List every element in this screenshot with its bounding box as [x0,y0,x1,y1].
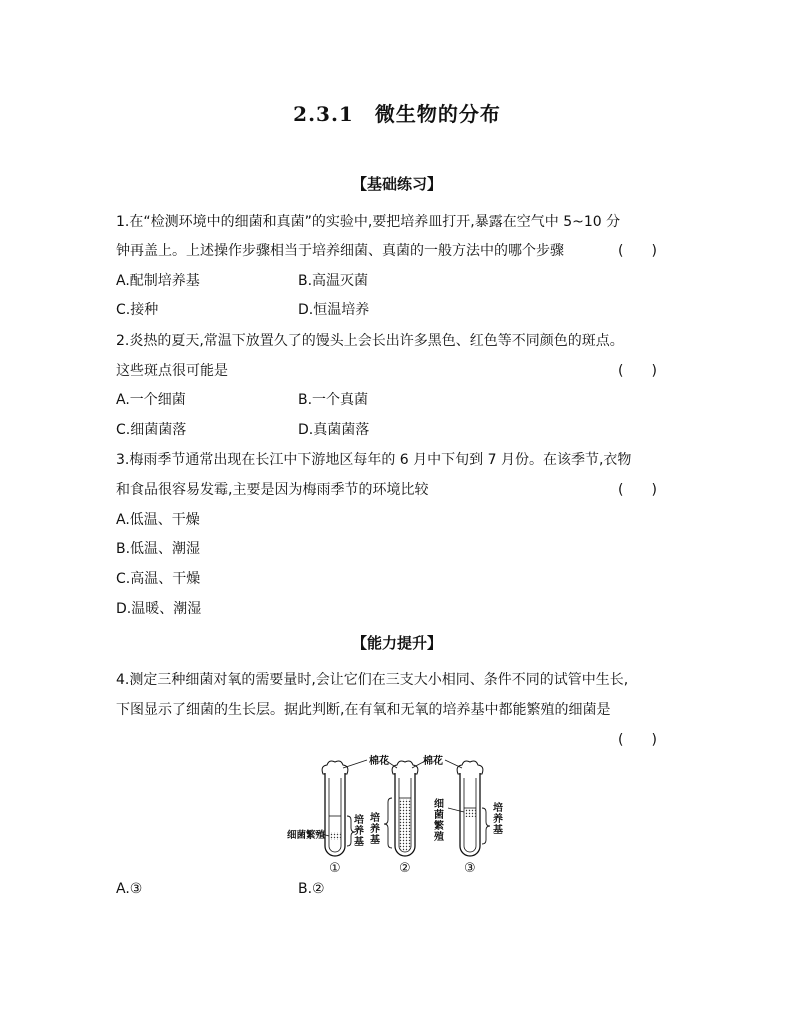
question-2-line-1: 2.炎热的夏天,常温下放置久了的馒头上会长出许多黑色、红色等不同颜色的斑点。 [116,333,624,349]
cotton-label-right: 棉花 [423,756,443,767]
page-title: 2.3.1 微生物的分布 [293,102,501,126]
question-3-option-b: B.低温、潮湿 [116,541,201,557]
medium-label-tube-3: 培养基 [490,802,502,835]
cotton-label-left: 棉花 [369,756,389,767]
question-1-line-1: 1.在“检测环境中的细菌和真菌”的实验中,要把培养皿打开,暴露在空气中 5~10 分 [116,214,621,230]
question-1-answer-paren: ( ) [618,243,657,259]
question-3-line-1: 3.梅雨季节通常出现在长江中下游地区每年的 6 月中下旬到 7 月份。在该季节,衣物 [116,452,632,468]
tube-number-3: ③ [464,861,476,876]
question-4-line-1: 4.测定三种细菌对氧的需要量时,会让它们在三支大小相同、条件不同的试管中生长, [116,672,629,688]
bacteria-growth-2 [400,799,411,852]
question-2-option-b: B.一个真菌 [298,392,369,408]
question-1-option-c: C.接种 [116,302,159,318]
question-3-option-a: A.低温、干燥 [116,512,200,528]
question-3-option-d: D.温暖、潮湿 [116,601,202,617]
question-1-option-d: D.恒温培养 [298,302,370,318]
question-4-option-b: B.② [298,881,325,897]
question-3-answer-paren: ( ) [618,482,657,498]
test-tube-1 [322,761,348,856]
question-3-option-c: C.高温、干燥 [116,571,201,587]
question-2-line-2: 这些斑点很可能是 [116,363,228,379]
medium-label-tube-2: 培养基 [367,812,379,845]
test-tube-3 [457,761,483,856]
question-2-option-a: A.一个细菌 [116,392,186,408]
bacteria-label-tube-1: 细菌繁殖 [287,830,326,841]
question-2-option-d: D.真菌菌落 [298,422,370,438]
bacteria-growth-3 [465,809,476,817]
section-basic-title: 【基础练习】 [351,175,442,193]
section-advanced-title: 【能力提升】 [351,634,442,652]
question-4-line-2: 下图显示了细菌的生长层。据此判断,在有氧和无氧的培养基中都能繁殖的细菌是 [116,702,611,718]
test-tube-2 [392,761,418,856]
question-3-line-2: 和食品很容易发霉,主要是因为梅雨季节的环境比较 [116,482,429,498]
question-4-answer-paren: ( ) [618,732,657,748]
bacteria-label-tube-3: 细菌繁殖 [431,798,443,842]
question-1-option-a: A.配制培养基 [116,273,200,289]
tube-number-1: ① [329,861,341,876]
question-2-answer-paren: ( ) [618,363,657,379]
question-4-option-a: A.③ [116,881,143,897]
medium-label-tube-1: 培养基 [351,814,363,847]
question-1-line-2: 钟再盖上。上述操作步骤相当于培养细菌、真菌的一般方法中的哪个步骤 [116,243,564,259]
test-tube-figure [285,746,510,876]
bacteria-growth-1 [330,832,341,840]
question-1-option-b: B.高温灭菌 [298,273,369,289]
question-2-option-c: C.细菌菌落 [116,422,187,438]
tube-number-2: ② [399,861,411,876]
